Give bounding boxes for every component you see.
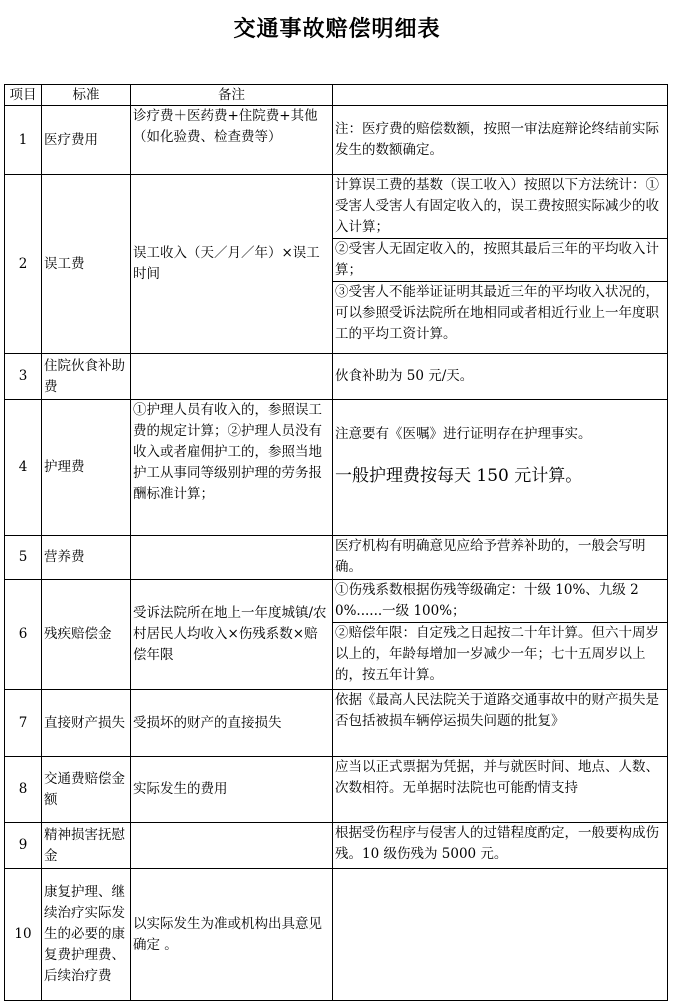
row-number: 8 <box>5 757 42 823</box>
page-title: 交通事故赔偿明细表 <box>233 17 441 42</box>
table-row <box>5 690 668 757</box>
row-note: 伙食补助为 50 元/天。 <box>333 354 668 400</box>
row-note: 根据受伤程序与侵害人的过错程度酌定，一般要构成伤残。10 级伤残为 5000 元。 <box>333 823 668 869</box>
row-note-part: 计算误工费的基数（误工收入）按照以下方法统计：①受害人受害人有固定收入的，误工费按照实际减少的收入计算； <box>333 175 667 239</box>
table-row <box>5 175 668 354</box>
row-number: 3 <box>5 354 42 400</box>
row-remark <box>131 354 333 400</box>
row-number: 10 <box>5 869 42 1001</box>
row-note <box>333 400 668 536</box>
row-remark: 诊疗费＋医药费+住院费+其他（如化验费、检查费等） <box>131 106 333 175</box>
compensation-table <box>4 84 668 1001</box>
row-note: 应当以正式票据为凭据，并与就医时间、地点、人数、次数相符。无单据时法院也可能酌情支持 <box>333 757 668 823</box>
table-row <box>5 400 668 536</box>
row-number: 1 <box>5 106 42 175</box>
row-note-part: ①伤残系数根据伤残等级确定：十级 10%、九级 20%......一级 100%； <box>333 580 667 623</box>
row-number: 6 <box>5 580 42 690</box>
table-header-row <box>5 85 668 106</box>
header-standard: 标准 <box>42 85 131 106</box>
row-remark: ①护理人员有收入的，参照误工费的规定计算；②护理人员没有收入或者雇佣护工的，参照当地护工从事同等级别护理的劳务报酬标准计算； <box>131 400 333 536</box>
row-note-part: ②受害人无固定收入的，按照其最后三年的平均收入计算； <box>333 239 667 282</box>
row-name: 误工费 <box>42 175 131 354</box>
row-name: 护理费 <box>42 400 131 536</box>
row-note-part: 注意要有《医嘱》进行证明存在护理事实。 <box>335 426 592 442</box>
table-row <box>5 823 668 869</box>
table-row <box>5 869 668 1001</box>
row-remark: 实际发生的费用 <box>131 757 333 823</box>
row-note <box>333 175 668 354</box>
header-remark: 备注 <box>131 85 333 106</box>
row-note-part: ③受害人不能举证证明其最近三年的平均收入状况的，可以参照受诉法院所在地相同或者相近行业上一年度职工的平均工资计算。 <box>335 284 659 342</box>
row-name: 康复护理、继续治疗实际发生的必要的康复费护理费、后续治疗费 <box>42 869 131 1001</box>
row-note <box>333 869 668 1001</box>
row-name: 交通费赔偿金额 <box>42 757 131 823</box>
row-number: 5 <box>5 536 42 580</box>
row-number: 4 <box>5 400 42 536</box>
table-row <box>5 580 668 690</box>
row-remark <box>131 536 333 580</box>
row-name: 营养费 <box>42 536 131 580</box>
row-note-part: 一般护理费按每天 150 元计算。 <box>335 466 583 486</box>
row-remark: 受损坏的财产的直接损失 <box>131 690 333 757</box>
row-note: 医疗机构有明确意见应给予营养补助的，一般会写明确。 <box>333 536 668 580</box>
row-remark: 误工收入（天／月／年）×误工时间 <box>131 175 333 354</box>
table-row <box>5 757 668 823</box>
row-name: 残疾赔偿金 <box>42 580 131 690</box>
row-note: 注：医疗费的赔偿数额，按照一审法庭辩论终结前实际发生的数额确定。 <box>333 106 668 175</box>
row-remark: 以实际发生为准或机构出具意见确定 。 <box>131 869 333 1001</box>
row-remark <box>131 823 333 869</box>
row-remark: 受诉法院所在地上一年度城镇/农村居民人均收入×伤残系数×赔偿年限 <box>131 580 333 690</box>
row-name: 医疗费用 <box>42 106 131 175</box>
row-note <box>333 580 668 690</box>
row-name: 直接财产损失 <box>42 690 131 757</box>
row-note: 依据《最高人民法院关于道路交通事故中的财产损失是否包括被损车辆停运损失问题的批复》 <box>333 690 668 757</box>
table-row <box>5 106 668 175</box>
header-item: 项目 <box>5 85 42 106</box>
row-note-part: ②赔偿年限：自定残之日起按二十年计算。但六十周岁以上的，年龄每增加一岁减少一年；七十五周岁以上的，按五年计算。 <box>335 625 659 683</box>
header-note <box>333 85 668 106</box>
row-number: 2 <box>5 175 42 354</box>
row-number: 7 <box>5 690 42 757</box>
table-row <box>5 536 668 580</box>
row-name: 住院伙食补助费 <box>42 354 131 400</box>
row-number: 9 <box>5 823 42 869</box>
row-name: 精神损害抚慰金 <box>42 823 131 869</box>
table-row <box>5 354 668 400</box>
